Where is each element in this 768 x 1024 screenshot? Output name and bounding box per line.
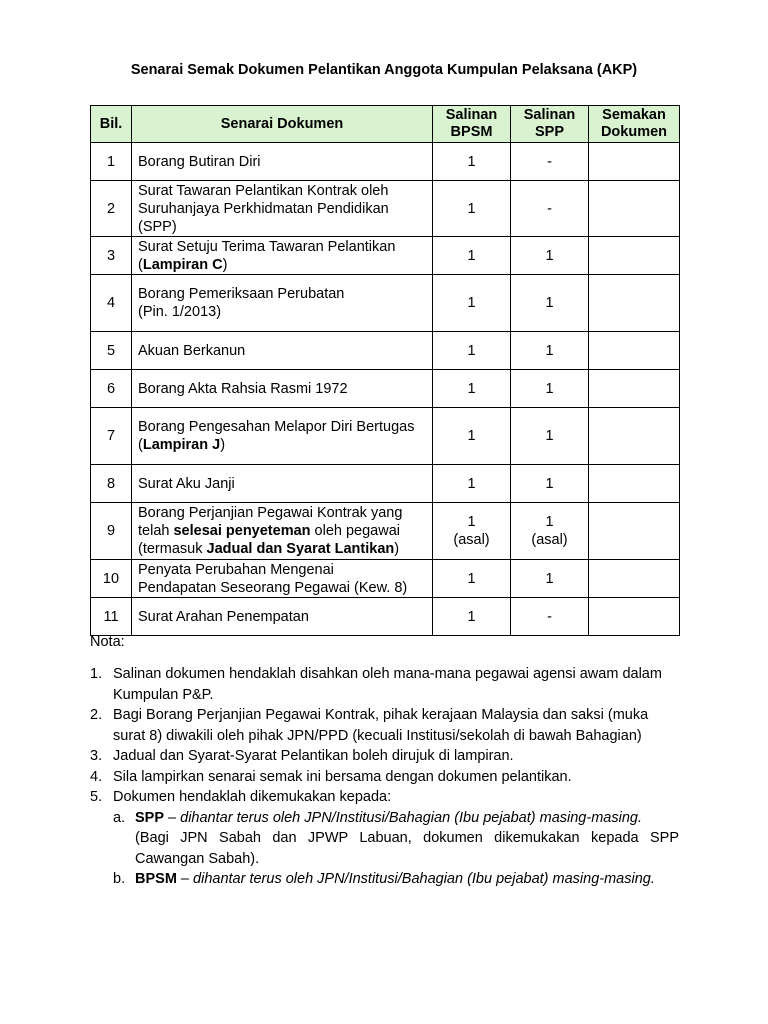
list-item: 1. Salinan dokumen hendaklah disahkan oleh mana-mana pegawai agensi awam dalam Kumpulan P&P. [90, 666, 662, 703]
row-number: 11 [91, 598, 132, 636]
row-number: 1 [91, 143, 132, 181]
row-salinan-bpsm: 1 [433, 465, 511, 503]
row-semakan-checkbox[interactable] [589, 275, 680, 332]
notes-list [90, 664, 679, 890]
row-salinan-bpsm: 1 [433, 408, 511, 465]
row-semakan-checkbox[interactable] [589, 503, 680, 560]
table-row [91, 332, 680, 370]
table-row [91, 181, 680, 237]
row-salinan-spp: 1 [511, 275, 589, 332]
row-number: 5 [91, 332, 132, 370]
header-semakan-dokumen: Semakan Dokumen [589, 106, 680, 143]
header-bil: Bil. [91, 106, 132, 143]
header-salinan-spp: Salinan SPP [511, 106, 589, 143]
row-document: Surat Aku Janji [132, 465, 433, 503]
document-title: Senarai Semak Dokumen Pelantikan Anggota Kumpulan Pelaksana (AKP) [130, 62, 638, 78]
table-row [91, 408, 680, 465]
row-salinan-bpsm: 1 [433, 143, 511, 181]
row-document: Borang Perjanjian Pegawai Kontrak yang telah selesai penyeteman oleh pegawai (termasuk Jadual dan Syarat Lantikan) [132, 503, 433, 560]
row-salinan-spp: 1 [511, 465, 589, 503]
row-salinan-spp: 1 [511, 332, 589, 370]
row-salinan-spp: - [511, 598, 589, 636]
row-number: 4 [91, 275, 132, 332]
row-number: 6 [91, 370, 132, 408]
table-row [91, 370, 680, 408]
row-semakan-checkbox[interactable] [589, 598, 680, 636]
row-number: 7 [91, 408, 132, 465]
row-salinan-bpsm: 1 [433, 181, 511, 237]
row-semakan-checkbox[interactable] [589, 560, 680, 598]
header-senarai-dokumen: Senarai Dokumen [132, 106, 433, 143]
row-document: Akuan Berkanun [132, 332, 433, 370]
table-row [91, 275, 680, 332]
row-number: 9 [91, 503, 132, 560]
row-document: Borang Butiran Diri [132, 143, 433, 181]
row-salinan-bpsm: 1 [433, 275, 511, 332]
row-semakan-checkbox[interactable] [589, 143, 680, 181]
row-salinan-bpsm: 1 [433, 332, 511, 370]
row-salinan-spp: - [511, 143, 589, 181]
row-number: 2 [91, 181, 132, 237]
row-semakan-checkbox[interactable] [589, 465, 680, 503]
row-salinan-spp: 1 [511, 237, 589, 275]
row-salinan-spp: 1 [511, 560, 589, 598]
row-salinan-bpsm: 1 [433, 370, 511, 408]
row-salinan-bpsm: 1 (asal) [433, 503, 511, 560]
sub-list-item-bpsm: b. BPSM – dihantar terus oleh JPN/Institusi/Bahagian (Ibu pejabat) masing-masing. [113, 871, 655, 887]
table-row [91, 237, 680, 275]
row-document: Borang Pengesahan Melapor Diri Bertugas (Lampiran J) [132, 408, 433, 465]
row-document: Surat Arahan Penempatan [132, 598, 433, 636]
row-salinan-spp: 1 [511, 370, 589, 408]
row-semakan-checkbox[interactable] [589, 237, 680, 275]
sub-list-item-spp: a. SPP – dihantar terus oleh JPN/Institusi/Bahagian (Ibu pejabat) masing-masing. (Bagi JPN Sabah dan JPWP Labuan, dokumen dikemukakan kepada SPP Cawangan Sabah). [113, 809, 679, 867]
header-salinan-bpsm: Salinan BPSM [433, 106, 511, 143]
row-salinan-spp: - [511, 181, 589, 237]
list-item: 4. Sila lampirkan senarai semak ini bersama dengan dokumen pelantikan. [90, 768, 572, 785]
row-salinan-bpsm: 1 [433, 598, 511, 636]
row-semakan-checkbox[interactable] [589, 370, 680, 408]
list-item: 2. Bagi Borang Perjanjian Pegawai Kontrak, pihak kerajaan Malaysia dan saksi (muka surat 8) diwakili oleh pihak JPN/PPD (kecuali Institusi/sekolah di bawah Bahagian) [90, 707, 649, 744]
table-row [91, 560, 680, 598]
document-checklist-table [90, 105, 680, 636]
row-semakan-checkbox[interactable] [589, 408, 680, 465]
row-semakan-checkbox[interactable] [589, 332, 680, 370]
table-header-row [91, 106, 680, 143]
row-document: Surat Setuju Terima Tawaran Pelantikan (Lampiran C) [132, 237, 433, 275]
list-item: 5. Dokumen hendaklah dikemukakan kepada: [90, 789, 392, 805]
row-document: Surat Tawaran Pelantikan Kontrak oleh Suruhanjaya Perkhidmatan Pendidikan (SPP) [132, 181, 433, 237]
row-number: 3 [91, 237, 132, 275]
row-document: Borang Akta Rahsia Rasmi 1972 [132, 370, 433, 408]
row-document: Borang Pemeriksaan Perubatan (Pin. 1/2013) [132, 275, 433, 332]
row-number: 8 [91, 465, 132, 503]
row-salinan-bpsm: 1 [433, 237, 511, 275]
row-document: Penyata Perubahan Mengenai Pendapatan Seseorang Pegawai (Kew. 8) [132, 560, 433, 598]
nota-label: Nota: [90, 634, 125, 650]
table-row [91, 598, 680, 636]
table-row [91, 143, 680, 181]
row-salinan-spp: 1 [511, 408, 589, 465]
row-salinan-bpsm: 1 [433, 560, 511, 598]
row-semakan-checkbox[interactable] [589, 181, 680, 237]
table-row [91, 465, 680, 503]
table-row [91, 503, 680, 560]
row-number: 10 [91, 560, 132, 598]
list-item: 3. Jadual dan Syarat-Syarat Pelantikan boleh dirujuk di lampiran. [90, 748, 514, 764]
row-salinan-spp: 1 (asal) [511, 503, 589, 560]
